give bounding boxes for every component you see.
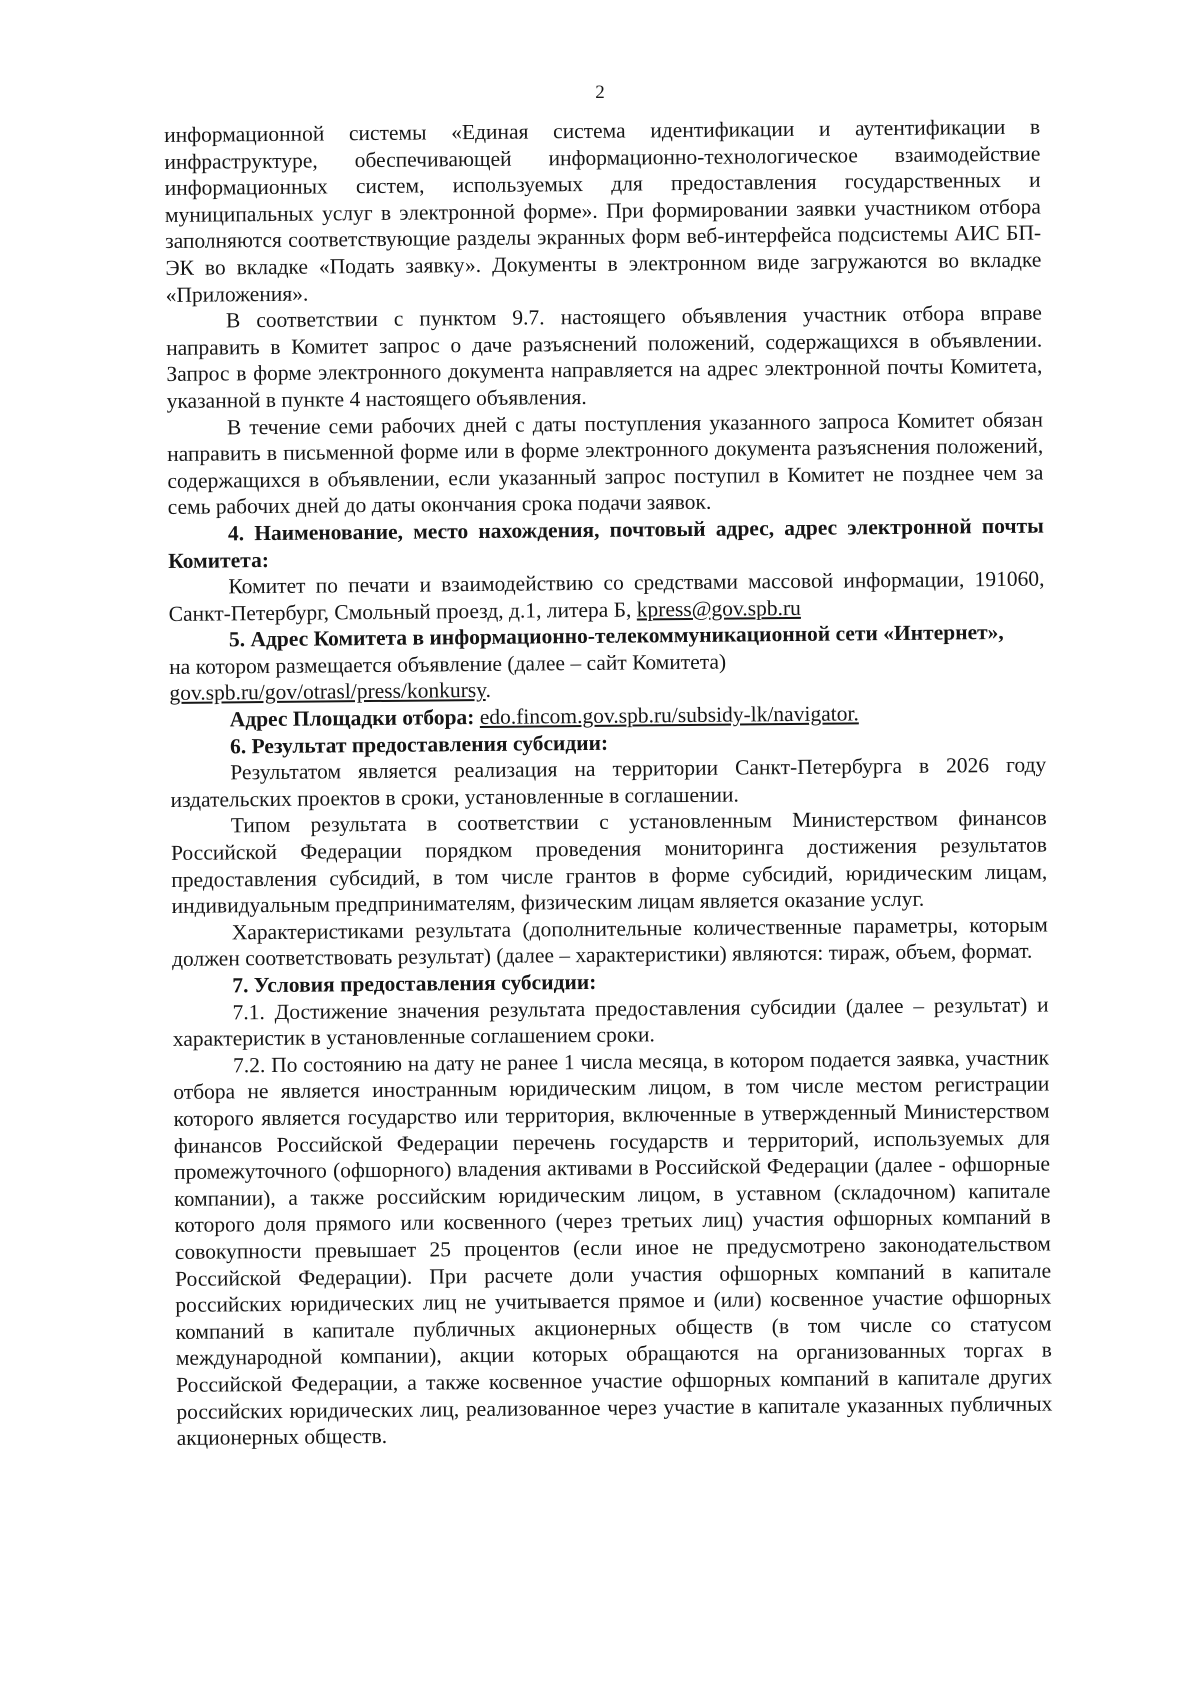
paragraph: Характеристиками результата (дополнительные количественные параметры, которым должен соответствовать результат) (далее – характеристики) являются: тираж, объем, формат. — [171, 912, 1048, 972]
section-4-heading: 4. Наименование, место нахождения, почтовый адрес, адрес электронной почты Комитета: — [168, 513, 1045, 573]
section-7-heading: 7. Условия предоставления субсидии: — [232, 969, 597, 998]
section-6-heading: 6. Результат предоставления субсидии: — [229, 730, 609, 759]
url-suffix: . — [485, 678, 492, 703]
committee-email-link[interactable]: kpress@gov.spb.ru — [636, 595, 801, 622]
paragraph: Типом результата в соответствии с установленным Министерством финансов Российской Федерации порядком проведения мониторинга достижения результатов предоставления субсидий, в том числе грантов в форме субсидий, юридическим лицам, индивидуальным предпринимателям, физическим лицам является оказание услуг. — [170, 805, 1048, 919]
section-5-heading: 5. Адрес Комитета в информационно-телекоммуникационной сети «Интернет», — [228, 620, 1004, 652]
committee-address: Комитет по печати и взаимодействию со средствами массовой информации, 191060, Санкт-Петербург, Смольный проезд, д.1, литера Б, — [168, 566, 1045, 626]
platform-link[interactable]: edo.fincom.gov.spb.ru/subsidy-lk/navigator. — [479, 701, 859, 730]
platform-address-label: Адрес Площадки отбора: — [229, 705, 480, 732]
paragraph: 7.1. Достижение значения результата предоставления субсидии (далее – результат) и характеристик в установленные соглашением сроки. — [172, 992, 1049, 1052]
section-5-text: на котором размещается объявление (далее – сайт Комитета) — [169, 649, 727, 679]
paragraph: информационной системы «Единая система идентификации и аутентификации в инфраструктуре, обеспечивающей информационно-технологическое взаимодействие информационных систем, используемых для предоставления государственных и муниципальных услуг в электронной форме». При формировании заявки участником отбора заполняются соответствующие разделы экранных форм веб-интерфейса подсистемы АИС БП-ЭК во вкладке «Подать заявку». Документы в электронном виде загружаются во вкладке «Приложения». — [164, 114, 1042, 307]
committee-site-link[interactable]: gov.spb.ru/gov/otrasl/press/konkursy — [169, 678, 486, 706]
paragraph: 7.2. По состоянию на дату не ранее 1 числа месяца, в котором подается заявка, участник отбора не является иностранным юридическим лицом, в том числе местом регистрации которого является государство или территория, включенные в утвержденный Министерством финансов Российской Федерации перечень государств и территорий, используемых для промежуточного (офшорного) владения активами в Российской Федерации (далее - офшорные компании), а также российским юридическим лицом, в уставном (складочном) капитале которого доля прямого или косвенного (через третьих лиц) участия офшорных компаний в совокупности превышает 25 процентов (если иное не предусмотрено законодательством Российской Федерации). При расчете доли участия офшорных компаний в капитале российских юридических лиц не учитывается прямое и (или) косвенное участие офшорных компаний в капитале публичных акционерных обществ (в том числе со статусом международной компании), акции которых обращаются на организованных торгах в Российской Федерации, а также косвенное участие офшорных компаний в капитале других российских юридических лиц, реализованное через участие в капитале указанных публичных акционерных обществ. — [173, 1045, 1053, 1451]
paragraph: Результатом является реализация на территории Санкт-Петербурга в 2026 году издательских проектов в сроки, установленные в соглашении. — [170, 752, 1047, 812]
document-body — [164, 114, 1053, 1452]
section-4-text — [168, 566, 1044, 628]
paragraph: В соответствии с пунктом 9.7. настоящего объявления участник отбора вправе направить в Комитет запрос о даче разъяснений положений, содержащихся в объявлении. Запрос в форме электронного документа направляется на адрес электронной почты Комитета, указанной в пункте 4 настоящего объявления. — [166, 300, 1043, 413]
paragraph: В течение семи рабочих дней с даты поступления указанного запроса Комитет обязан направить в письменной форме или в форме электронного документа разъяснения положений, содержащихся в объявлении, если указанный запрос поступил в Комитет не позднее чем за семь рабочих дней до даты окончания срока подачи заявок. — [167, 407, 1044, 520]
page-number: 2 — [595, 82, 605, 103]
